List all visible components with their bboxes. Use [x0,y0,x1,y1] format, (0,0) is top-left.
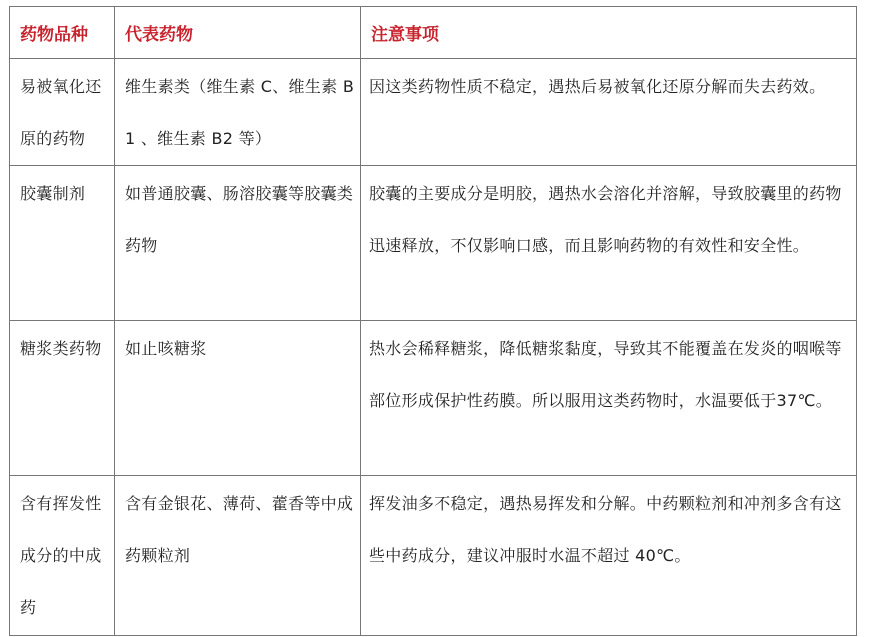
header-drug-type: 药物品种 [10,7,115,59]
representative-drug-cell: 维生素类（维生素 C、维生素 B1 、维生素 B2 等） [125,77,355,148]
header-representative-drug: 代表药物 [115,7,361,59]
drug-type-cell: 糖浆类药物 [20,339,102,358]
notes-cell: 热水会稀释糖浆，降低糖浆黏度，导致其不能覆盖在发炎的咽喉等部位形成保护性药膜。所以服用这类药物时，水温要低于37℃。 [369,339,842,410]
notes-cell: 胶囊的主要成分是明胶，遇热水会溶化并溶解，导致胶囊里的药物迅速释放，不仅影响口感，而且影响药物的有效性和安全性。 [369,184,842,255]
table-row [10,321,857,476]
table-row [10,476,857,636]
notes-cell: 因这类药物性质不稳定，遇热后易被氧化还原分解而失去药效。 [369,77,826,96]
table-row [10,59,857,166]
drug-temperature-table [9,6,857,636]
table-row [10,166,857,321]
table-header-row [10,7,857,59]
header-notes: 注意事项 [361,7,857,59]
drug-type-cell: 胶囊制剂 [20,184,86,203]
drug-type-cell: 易被氧化还原的药物 [20,77,102,148]
representative-drug-cell: 如普通胶囊、肠溶胶囊等胶囊类药物 [125,184,354,255]
representative-drug-cell: 如止咳糖浆 [125,339,207,358]
drug-type-cell: 含有挥发性成分的中成药 [20,494,102,617]
representative-drug-cell: 含有金银花、薄荷、藿香等中成药颗粒剂 [125,494,354,565]
notes-cell: 挥发油多不稳定，遇热易挥发和分解。中药颗粒剂和冲剂多含有这些中药成分，建议冲服时水温不超过 40℃。 [369,494,842,565]
